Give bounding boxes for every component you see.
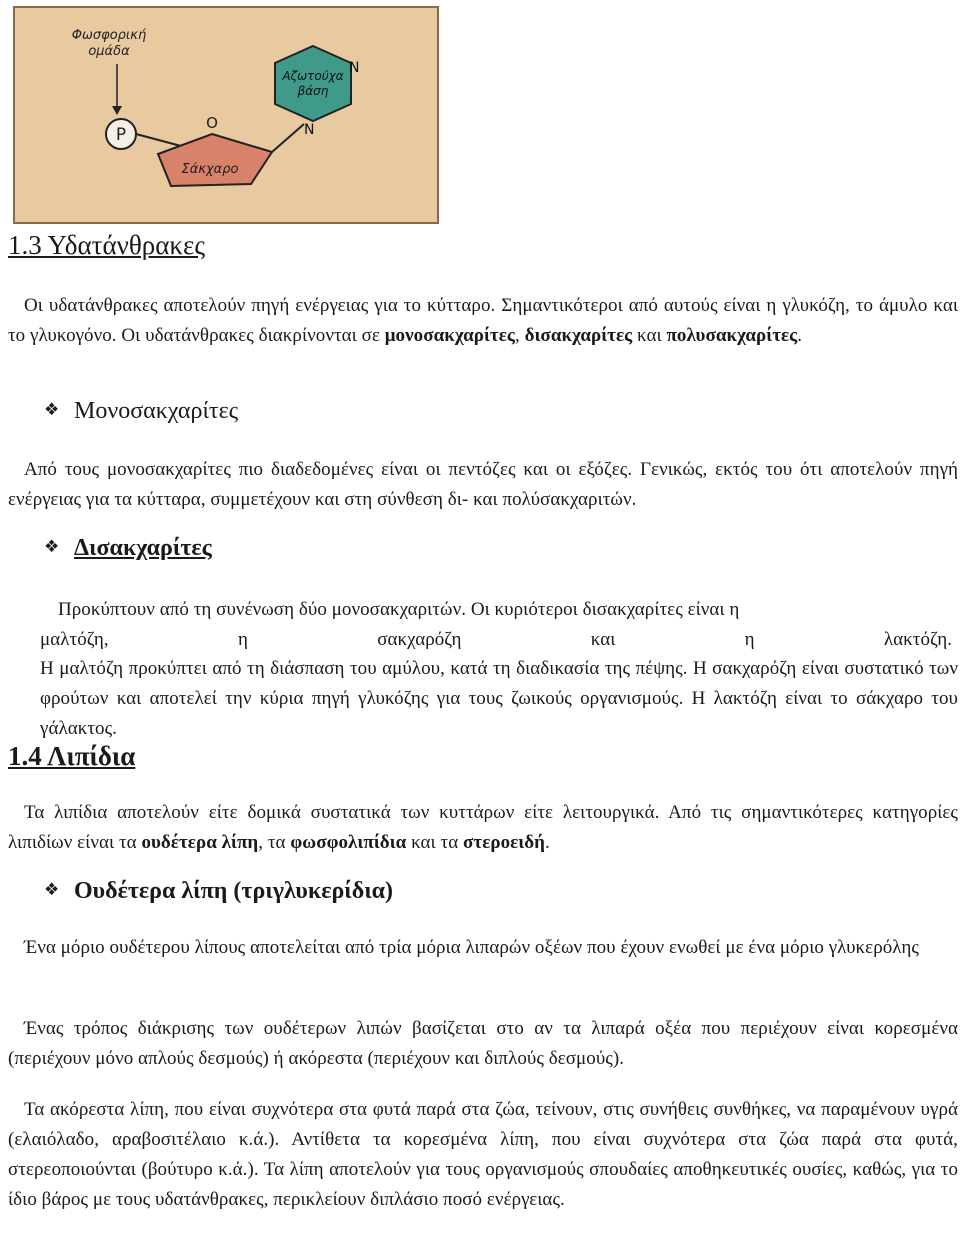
- section-1-3-title: 1.3 Υδατάνθρακες: [8, 230, 206, 260]
- heading-monosaccharides: [44, 398, 238, 425]
- lipid-intro-text-4: .: [545, 832, 550, 853]
- lipid-intro-text-3: και τα: [406, 832, 463, 853]
- intro-term-di: δισακχαρίτες: [524, 325, 633, 346]
- intro-text-2: ,: [514, 325, 525, 346]
- intro-text-1: Οι υδατάνθρακες αποτελούν πηγή ενέργειας για το κύτταρο. Σημαντικότεροι από αυτούς είναι η γλυκόζη, το άμυλο και το γλυκογόνο. Οι υδατάνθρακες διακρίνονται σε: [8, 295, 958, 346]
- di-paragraph-rest: Η μαλτόζη προκύπτει από τη διάσπαση του αμύλου, κατά τη διαδικασία της πέψης. Η σακχαρόζη είναι συστατικό των φρούτων και αποτελεί την κύρια πηγή γλυκόζης για τους ζωικούς οργανισμούς. Η λακτόζη είναι το σάκχαρο του γάλακτος.: [40, 658, 958, 739]
- intro-term-mono: μονοσακχαρίτες: [384, 325, 515, 346]
- neutral-paragraph-3: Τα ακόρεστα λίπη, που είναι συχνότερα στα φυτά παρά στα ζώα, τείνουν, στις συνήθεις συνθήκες, να παραμένουν υγρά (ελαιόλαδο, αραβοσιτέλαιο κ.ά.). Αντίθετα τα κορεσμένα λίπη, που είναι συχνότερα στα ζώα παρά στα φυτά, στερεοποιούνται (βούτυρο κ.ά.). Τα λίπη αποτελούν για τους οργανισμούς σπουδαίες αποθηκευτικές ουσίες, καθώς, για το ίδιο βάρος με τους υδατάνθρακες, περικλείουν διπλάσιο ποσό ενέργειας.: [8, 1099, 958, 1210]
- lipid-term-steroid: στεροειδή: [463, 832, 545, 853]
- sugar-label: Σάκχαρο: [181, 162, 239, 177]
- di-line-1: Προκύπτουν από τη συνένωση δύο μονοσακχαριτών. Οι κυριότεροι δισακχαρίτες είναι η: [58, 599, 740, 620]
- intro-text-4: .: [797, 325, 803, 346]
- n-top-label: N: [349, 60, 360, 76]
- section-1-4-title: 1.4 Λιπίδια: [8, 741, 136, 771]
- heading-monosaccharides-text: Μονοσακχαρίτες: [74, 398, 239, 424]
- heading-neutral-fats-text: Ουδέτερα λίπη (τριγλυκερίδια): [74, 878, 394, 904]
- intro-text-3: και: [632, 325, 667, 346]
- base-label-line2: βάση: [297, 84, 329, 98]
- base-label-line1: Αζωτούχα: [282, 69, 344, 83]
- section-1-3-intro: [8, 291, 958, 351]
- lipid-intro-text-2: , τα: [258, 832, 291, 853]
- lipid-term-neutral: ουδέτερα λίπη: [141, 832, 259, 853]
- mono-paragraph: Από τους μονοσακχαρίτες πιο διαδεδομένες είναι οι πεντόζες και οι εξόζες. Γενικώς, εκτός του ότι αποτελούν πηγή ενέργειας για τα κύτταρα, συμμετέχουν και στη σύνθεση δι- και πολύσακχαριτών.: [8, 459, 958, 510]
- heading-neutral-fats: [44, 878, 393, 905]
- di-line-2: μαλτόζη, η σακχαρόζη και η λακτόζη.: [40, 629, 952, 650]
- phosphate-label-line1: Φωσφορική: [71, 28, 147, 43]
- nucleotide-figure: [13, 6, 439, 224]
- heading-disaccharides: [44, 535, 212, 562]
- neutral-paragraph-2: Ένας τρόπος διάκρισης των ουδέτερων λιπών βασίζεται στο αν τα λιπαρά οξέα που περιέχουν είναι κορεσμένα (περιέχουν μόνο απλούς δεσμούς) ή ακόρεστα (περιέχουν και διπλούς δεσμούς).: [8, 1018, 958, 1069]
- phosphate-symbol: P: [115, 125, 127, 145]
- section-1-4-intro: [8, 798, 958, 858]
- intro-term-poly: πολυσακχαρίτες: [666, 325, 798, 346]
- diamond-bullet-icon: ❖: [44, 400, 60, 419]
- lipid-intro-text-1: Τα λιπίδια αποτελούν είτε δομικά συστατικά των κυττάρων είτε λειτουργικά. Από τις σημαντικότερες κατηγορίες λιπιδίων είναι τα: [8, 802, 958, 853]
- neutral-paragraph-1: Ένα μόριο ουδέτερου λίπους αποτελείται από τρία μόρια λιπαρών οξέων που έχουν ενωθεί με ένα μόριο γλυκερόλης: [24, 937, 919, 958]
- n-bottom-label: N: [304, 122, 315, 138]
- phosphate-label-line2: ομάδα: [88, 44, 130, 59]
- heading-disaccharides-text: Δισακχαρίτες: [74, 535, 212, 561]
- diamond-bullet-icon: ❖: [44, 880, 60, 899]
- lipid-term-phospho: φωσφολιπίδια: [290, 832, 407, 853]
- oxygen-label: O: [206, 114, 218, 132]
- diamond-bullet-icon: ❖: [44, 537, 60, 556]
